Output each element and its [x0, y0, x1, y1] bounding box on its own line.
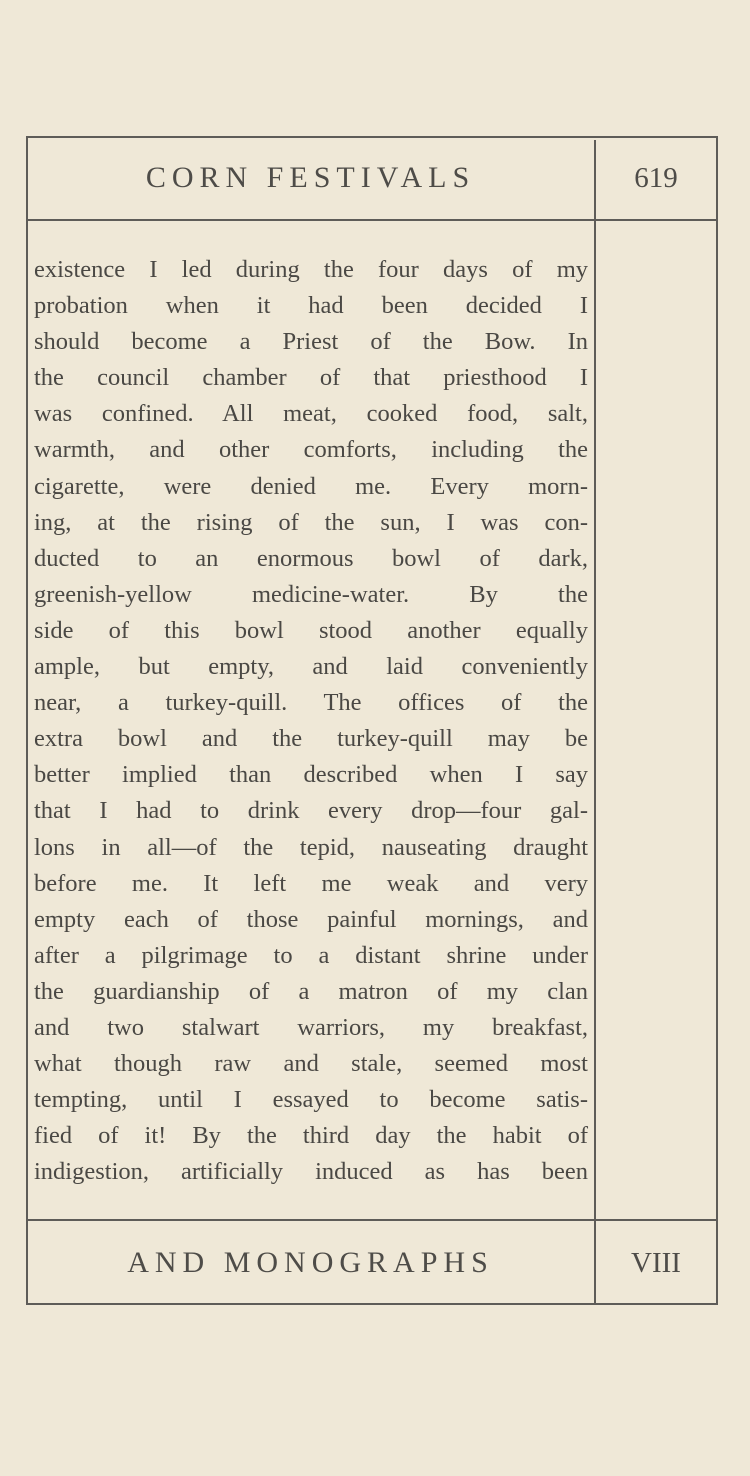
text-line: tempting, until I essayed to become satis-	[34, 1086, 588, 1114]
text-line: better implied than described when I say	[34, 761, 588, 789]
text-line: empty each of those painful mornings, and	[34, 905, 588, 933]
text-line: after a pilgrimage to a distant shrine under	[34, 941, 588, 969]
text-line: ing, at the rising of the sun, I was con-	[34, 508, 588, 536]
text-line: greenish-yellow medicine-water. By the	[34, 580, 588, 608]
text-line: ducted to an enormous bowl of dark,	[34, 544, 588, 572]
text-line: lons in all—of the tepid, nauseating draught	[34, 833, 588, 861]
text-line: side of this bowl stood another equally	[34, 616, 588, 644]
text-line: ample, but empty, and laid conveniently	[34, 653, 588, 681]
text-line: near, a turkey-quill. The offices of the	[34, 689, 588, 717]
text-line: the council chamber of that priesthood I	[34, 364, 588, 392]
header-bottom-rule	[26, 219, 718, 221]
text-line: the guardianship of a matron of my clan	[34, 977, 588, 1005]
text-line: what though raw and stale, seemed most	[34, 1050, 588, 1078]
text-line: warmth, and other comforts, including the	[34, 436, 588, 464]
frame-right-rule	[716, 136, 718, 1305]
text-line: extra bowl and the turkey-quill may be	[34, 725, 588, 753]
text-line: was confined. All meat, cooked food, salt,	[34, 400, 588, 428]
text-line: indigestion, artificially induced as has been	[34, 1158, 588, 1186]
running-head-title: CORN FESTIVALS	[145, 161, 476, 194]
text-line: cigarette, were denied me. Every morn-	[34, 472, 588, 500]
text-line: existence I led during the four days of my	[34, 256, 588, 283]
volume-number: VIII	[631, 1247, 681, 1279]
text-line: fied of it! By the third day the habit of	[34, 1122, 588, 1150]
frame-left-rule	[26, 136, 28, 1305]
page-number: 619	[634, 162, 678, 194]
running-foot-title: AND MONOGRAPHS	[127, 1246, 494, 1279]
body-text	[34, 252, 588, 1190]
text-line: that I had to drink every drop—four gal-	[34, 797, 588, 825]
frame-top-rule	[26, 136, 718, 138]
column-divider-rule	[594, 140, 596, 1303]
text-line: probation when it had been decided I	[34, 292, 588, 320]
footer-top-rule	[26, 1219, 718, 1221]
text-line: should become a Priest of the Bow. In	[34, 328, 588, 356]
text-line: before me. It left me weak and very	[34, 869, 588, 897]
text-line: and two stalwart warriors, my breakfast,	[34, 1013, 588, 1041]
frame-bottom-rule	[26, 1303, 718, 1305]
